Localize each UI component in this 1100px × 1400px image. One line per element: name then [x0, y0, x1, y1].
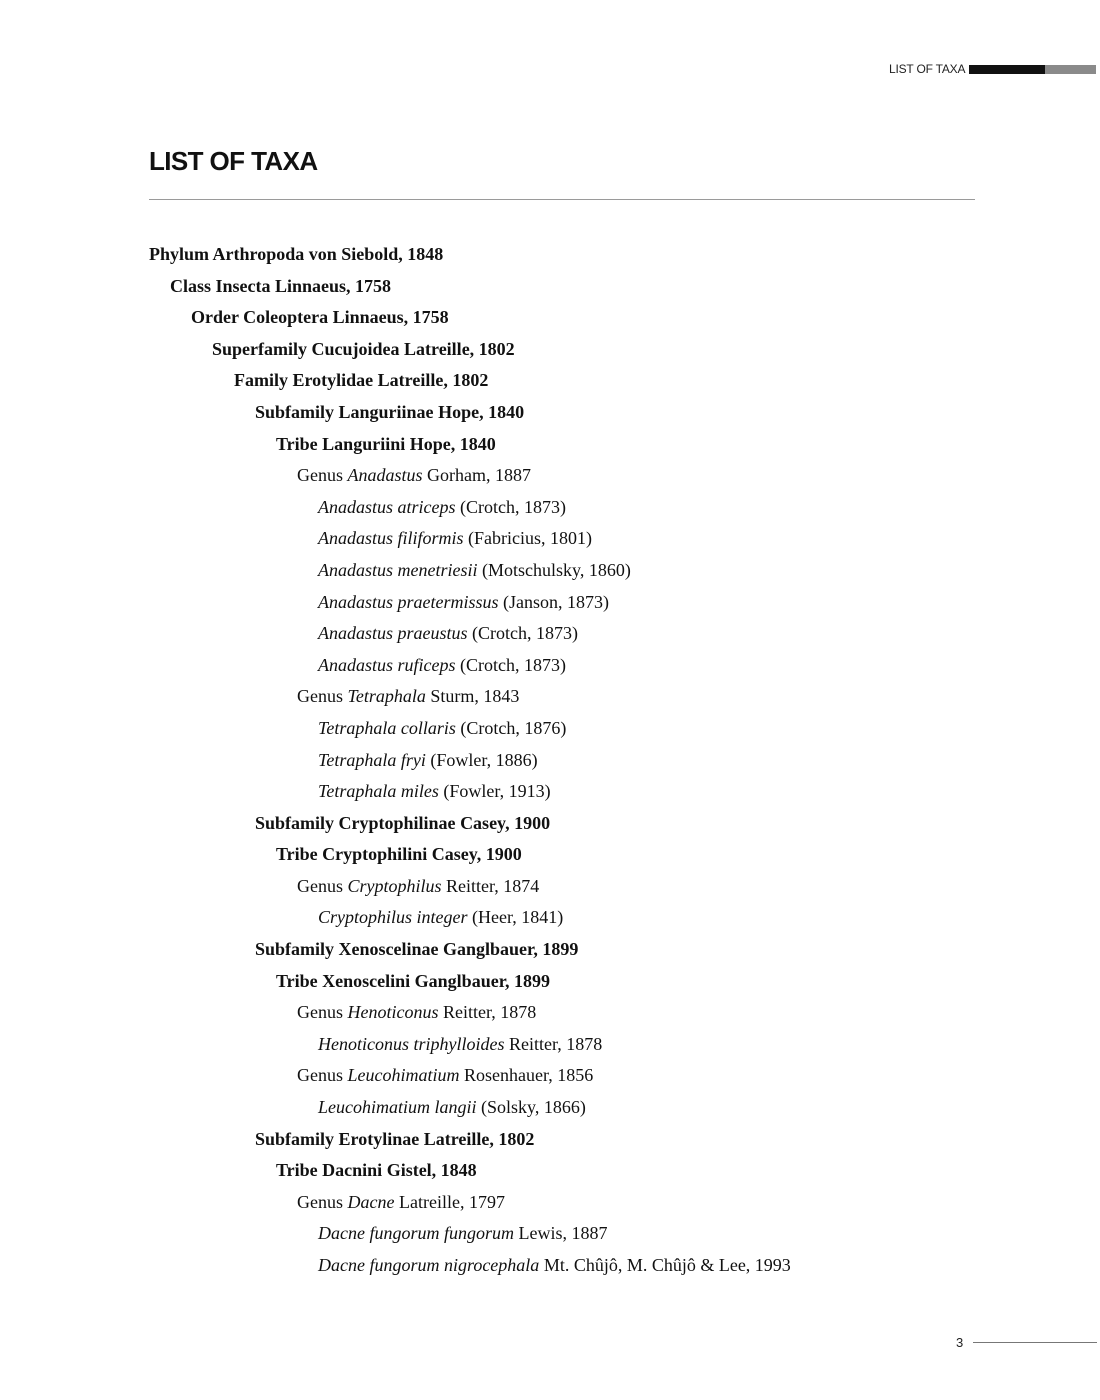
taxon-authority: Reitter, 1874 [446, 875, 540, 896]
taxon-row [149, 681, 791, 713]
taxon-rank: Subfamily [255, 939, 335, 960]
taxon-name: Anadastus filiformis [318, 528, 464, 549]
taxon-row [149, 871, 791, 903]
running-header-bar-grey [1045, 65, 1096, 74]
taxon-authority: (Motschulsky, 1860) [482, 559, 631, 580]
taxon-rank: Family [234, 370, 288, 391]
title-divider [149, 199, 975, 200]
taxon-row [149, 1060, 791, 1092]
taxon-name: Languriinae [338, 401, 434, 422]
taxon-name: Coleoptera [243, 307, 329, 328]
taxon-authority: Ganglbauer, 1899 [414, 970, 551, 991]
taxon-authority: Mt. Chûjô, M. Chûjô & Lee, 1993 [543, 1255, 791, 1275]
running-header-title: LIST OF TAXA [889, 62, 966, 76]
taxon-authority: Gistel, 1848 [386, 1160, 477, 1181]
taxon-authority: Latreille, 1797 [398, 1191, 505, 1212]
taxon-row [149, 587, 791, 619]
taxon-row [149, 1092, 791, 1124]
taxon-name: Anadastus [347, 465, 423, 486]
taxon-authority: (Fabricius, 1801) [468, 528, 593, 549]
taxon-authority: Latreille, 1802 [404, 338, 515, 359]
taxon-rank: Genus [297, 465, 343, 486]
taxon-rank: Genus [297, 1002, 343, 1023]
taxon-rank: Phylum [149, 244, 210, 264]
taxon-row [149, 429, 791, 461]
taxon-authority: (Janson, 1873) [503, 591, 610, 612]
taxon-authority: Casey, 1900 [460, 812, 551, 833]
taxon-row [149, 618, 791, 650]
taxon-name: Anadastus menetriesii [318, 559, 478, 580]
taxon-row [149, 966, 791, 998]
taxon-name: Dacne fungorum nigrocephala [318, 1255, 540, 1275]
taxon-rank: Genus [297, 686, 343, 707]
footer-rule [973, 1342, 1097, 1343]
taxon-row [149, 397, 791, 429]
taxon-row [149, 555, 791, 587]
taxon-row [149, 745, 791, 777]
taxon-authority: (Fowler, 1913) [443, 781, 551, 802]
taxon-authority: Casey, 1900 [431, 844, 522, 865]
taxon-name: Erotylidae [292, 370, 374, 391]
taxon-row [149, 808, 791, 840]
taxon-row [149, 365, 791, 397]
taxon-authority: (Crotch, 1873) [460, 654, 566, 675]
taxon-row [149, 492, 791, 524]
taxon-row [149, 902, 791, 934]
taxon-authority: von Siebold, 1848 [308, 244, 444, 264]
taxon-row [149, 1124, 791, 1156]
taxon-name: Arthropoda [212, 244, 305, 264]
taxon-name: Tetraphala [347, 686, 426, 707]
taxon-authority: Ganglbauer, 1899 [443, 939, 579, 960]
page-footer [956, 1335, 1097, 1350]
taxon-row [149, 713, 791, 745]
taxon-authority: Linnaeus, 1758 [332, 307, 449, 328]
taxon-authority: Hope, 1840 [409, 433, 496, 454]
taxon-authority: Reitter, 1878 [508, 1033, 603, 1054]
taxon-name: Tetraphala fryi [318, 749, 426, 770]
taxon-name: Anadastus praeustus [318, 623, 468, 644]
taxon-row [149, 650, 791, 682]
taxon-authority: (Crotch, 1876) [460, 717, 567, 738]
taxon-row [149, 934, 791, 966]
taxon-rank: Genus [297, 1191, 343, 1212]
taxon-row [149, 1029, 791, 1061]
taxon-row [149, 460, 791, 492]
taxon-authority: Hope, 1840 [438, 401, 525, 422]
taxon-row [149, 1155, 791, 1187]
taxon-authority: Rosenhauer, 1856 [464, 1065, 594, 1086]
page-title: LIST OF TAXA [149, 146, 318, 176]
taxon-name: Anadastus praetermissus [318, 591, 499, 612]
taxon-row [149, 271, 791, 303]
taxon-name: Dacnini [322, 1160, 383, 1181]
taxon-name: Languriini [322, 433, 406, 454]
taxon-row [149, 776, 791, 808]
taxon-row [149, 997, 791, 1029]
taxon-rank: Genus [297, 1065, 343, 1086]
taxon-name: Henoticonus triphylloides [318, 1033, 505, 1054]
taxon-name: Dacne fungorum fungorum [318, 1223, 514, 1244]
taxon-row [149, 334, 791, 366]
taxon-name: Cryptophilus integer [318, 907, 468, 928]
taxon-authority: Latreille, 1802 [423, 1128, 535, 1149]
taxon-row [149, 839, 791, 871]
taxon-row [149, 1187, 791, 1219]
taxon-name: Anadastus ruficeps [318, 654, 456, 675]
taxon-name: Xenoscelinae [338, 939, 439, 960]
taxon-authority: Sturm, 1843 [430, 686, 520, 707]
taxon-row [149, 523, 791, 555]
taxon-rank: Tribe [276, 844, 318, 865]
taxon-rank: Superfamily [212, 338, 308, 359]
taxon-name: Xenoscelini [322, 970, 411, 991]
taxon-name: Tetraphala miles [318, 781, 439, 802]
taxon-name: Tetraphala collaris [318, 717, 456, 738]
taxon-name: Leucohimatium langii [318, 1097, 477, 1118]
taxon-name: Dacne [347, 1191, 395, 1212]
taxa-list [149, 239, 791, 1282]
taxon-authority: Reitter, 1878 [442, 1002, 537, 1023]
taxon-authority: (Fowler, 1886) [430, 749, 538, 770]
taxon-authority: (Solsky, 1866) [481, 1097, 586, 1118]
taxon-authority: (Crotch, 1873) [460, 496, 566, 517]
taxon-rank: Tribe [276, 433, 318, 454]
taxon-row [149, 1218, 791, 1250]
taxon-authority: (Heer, 1841) [472, 907, 564, 928]
taxon-name: Cryptophilus [347, 875, 442, 896]
taxon-rank: Subfamily [255, 401, 335, 422]
page-number: 3 [956, 1335, 964, 1350]
taxon-authority: Linnaeus, 1758 [275, 275, 392, 296]
taxon-name: Henoticonus [347, 1002, 439, 1023]
taxon-rank: Tribe [276, 970, 318, 991]
taxon-name: Insecta [215, 275, 271, 296]
taxon-rank: Subfamily [255, 1128, 335, 1149]
taxon-authority: Gorham, 1887 [427, 465, 531, 486]
taxon-name: Anadastus atriceps [318, 496, 456, 517]
taxon-name: Cryptophilinae [338, 812, 456, 833]
taxon-name: Erotylinae [338, 1128, 420, 1149]
running-header [889, 62, 1096, 76]
taxon-name: Cucujoidea [311, 338, 400, 359]
running-header-bar-dark [969, 65, 1045, 74]
taxon-row [149, 1250, 791, 1282]
taxon-authority: Latreille, 1802 [377, 370, 489, 391]
taxon-authority: (Crotch, 1873) [472, 623, 578, 644]
taxon-row [149, 302, 791, 334]
taxon-rank: Subfamily [255, 812, 335, 833]
taxon-authority: Lewis, 1887 [518, 1223, 608, 1244]
taxon-row [149, 239, 791, 271]
taxon-rank: Class [170, 275, 212, 296]
taxon-rank: Tribe [276, 1160, 318, 1181]
taxon-rank: Genus [297, 875, 343, 896]
taxon-name: Leucohimatium [347, 1065, 460, 1086]
taxon-rank: Order [191, 307, 239, 328]
taxon-name: Cryptophilini [322, 844, 428, 865]
